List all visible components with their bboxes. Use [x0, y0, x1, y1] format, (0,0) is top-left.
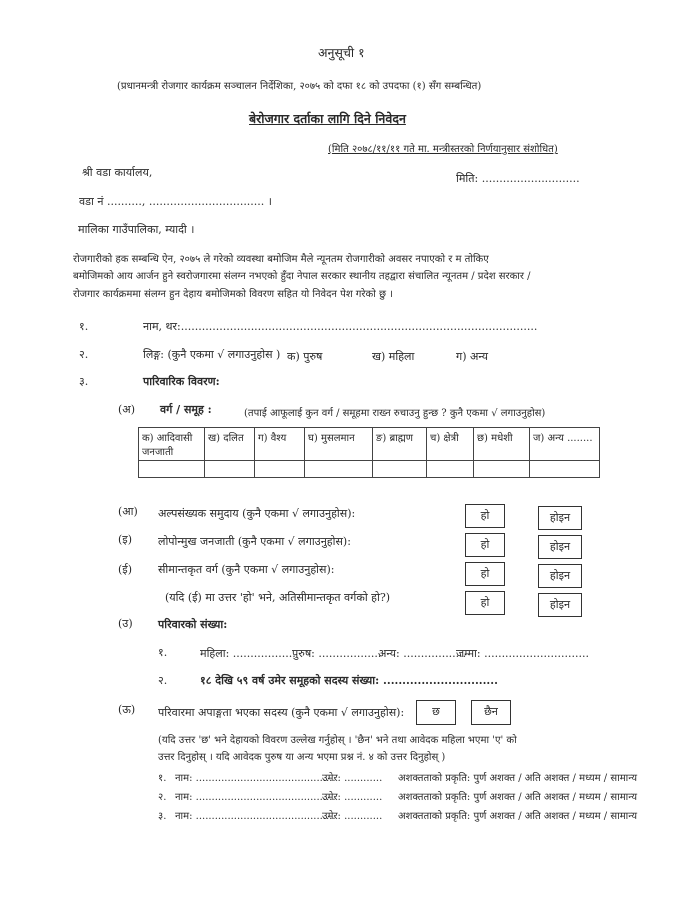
amendment-note: (मिति २०७८/११/११ गते मा. मन्त्रीस्तरको निर्णयानुसार संशोधित): [328, 144, 558, 155]
intro-line-2: बमोजिमको आय आर्जन हुने स्वरोजगारमा संलग्न नभएको हुँदा नेपाल सरकार स्थानीय तहद्वारा संचालित न्यूनतम / प्रदेश सरकार /: [73, 271, 531, 282]
category-cell[interactable]: ङ) ब्राह्मण: [373, 428, 427, 461]
disability-yes-box[interactable]: छ: [416, 700, 456, 725]
intro-line-1: रोजगारीको हक सम्बन्धि ऐन, २०७५ ले गरेको व्यवस्था बमोजिम मैले न्यूनतम रोजगारीको अवसर नपाएको र म तोकिए: [73, 254, 489, 265]
category-check-cell[interactable]: [530, 461, 600, 478]
category-check-cell[interactable]: [255, 461, 305, 478]
disability-note-line-2: उत्तर दिनुहोस् । यदि आवेदक पुरुष या अन्य भएमा प्रश्न नं. ४ को उत्तर दिनुहोस् ): [158, 752, 446, 763]
family-size-row2-number: २.: [158, 674, 168, 687]
endangered-label: लोपोन्मुख जनजाती (कुनै एकमा √ लगाउनुहोस):: [158, 535, 351, 548]
category-check-cell[interactable]: [139, 461, 205, 478]
category-table: [138, 427, 600, 478]
date-field[interactable]: मिति: ............................: [456, 172, 580, 185]
member-age-field[interactable]: उमेर: ............: [322, 773, 383, 784]
category-cell[interactable]: ख) दलित: [205, 428, 255, 461]
municipality-line: मालिका गाउँपालिका, म्यादी ।: [78, 223, 195, 236]
extremely-marginalized-label: (यदि (ई) मा उत्तर 'हो' भने, अतिसीमान्तकृत वर्गको हो?): [165, 591, 391, 604]
member-name-field[interactable]: नाम: ............................................: [175, 792, 336, 803]
extremely-marginalized-no-box[interactable]: होइन: [538, 593, 582, 617]
category-check-cell[interactable]: [427, 461, 474, 478]
other-count-field[interactable]: अन्य: ..................: [378, 647, 467, 660]
gender-option-other[interactable]: ग) अन्य: [456, 350, 489, 363]
q3uu-marker: (ऊ): [118, 703, 136, 716]
category-cell[interactable]: क) आदिवासी जनजाती: [139, 428, 205, 461]
intro-line-3: रोजगार कार्यक्रममा संलग्न हुन देहाय बमोजिमको विवरण सहित यो निवेदन पेश गरेको छु ।: [73, 289, 393, 300]
office-address: श्री वडा कार्यालय,: [82, 166, 153, 179]
name-field[interactable]: नाम, थर:......................................................................................................: [143, 320, 538, 333]
minority-yes-box[interactable]: हो: [465, 504, 505, 528]
q3a-marker: (अ): [118, 403, 135, 416]
member-disability-nature[interactable]: अशक्तताको प्रकृति: पुर्ण अशक्त / अति अशक्त / मध्यम / सामान्य: [398, 792, 638, 803]
q3i-marker: (इ): [118, 533, 132, 546]
q3aa-marker: (आ): [118, 505, 138, 518]
minority-no-box[interactable]: होइन: [538, 506, 582, 530]
disability-label: परिवारमा अपाङ्गता भएका सदस्य (कुनै एकमा √ लगाउनुहोस):: [158, 706, 405, 719]
member-disability-nature[interactable]: अशक्तताको प्रकृति: पुर्ण अशक्त / अति अशक्त / मध्यम / सामान्य: [398, 811, 638, 822]
gender-option-male[interactable]: क) पुरुष: [287, 350, 323, 363]
category-cell[interactable]: छ) मधेशी: [474, 428, 530, 461]
member-disability-nature[interactable]: अशक्तताको प्रकृति: पुर्ण अशक्त / अति अशक्त / मध्यम / सामान्य: [398, 773, 638, 784]
annex-title: अनुसूची १: [318, 45, 365, 60]
annex-subtitle: (प्रधानमन्त्री रोजगार कार्यक्रम सञ्चालन निर्देशिका, २०७५ को दफा १८ को उपदफा (१) सँग सम्बन्धित): [117, 81, 482, 92]
male-count-field[interactable]: पुरुष: ..................: [292, 647, 382, 660]
member-age-field[interactable]: उमेर: ............: [322, 811, 383, 822]
marginalized-yes-box[interactable]: हो: [465, 562, 505, 586]
form-title: बेरोजगार दर्ताका लागि दिने निवेदन: [249, 111, 406, 126]
disability-no-box[interactable]: छैन: [471, 700, 511, 725]
member-number: ३.: [158, 811, 167, 822]
family-size-label: परिवारको संख्या:: [158, 618, 228, 631]
category-check-cell[interactable]: [474, 461, 530, 478]
category-check-cell[interactable]: [373, 461, 427, 478]
category-cell[interactable]: च) क्षेत्री: [427, 428, 474, 461]
q3u-marker: (उ): [118, 617, 133, 630]
category-instruction: (तपाई आफूलाई कुन वर्ग / समूहमा राख्न रुचाउनु हुन्छ ? कुनै एकमा √ लगाउनुहोस): [244, 408, 546, 419]
ward-field[interactable]: वडा नं .........., ................................. ।: [79, 195, 272, 208]
category-cell[interactable]: ग) वैश्य: [255, 428, 305, 461]
gender-option-female[interactable]: ख) महिला: [372, 350, 415, 363]
category-cell[interactable]: ज) अन्य ........: [530, 428, 600, 461]
q2-number: २.: [79, 348, 89, 361]
working-age-members-field[interactable]: १८ देखि ५९ वर्ष उमेर समूहको सदस्य संख्या: ..............................: [200, 674, 498, 687]
female-count-field[interactable]: महिला: ..................: [200, 647, 296, 660]
member-number: १.: [158, 773, 167, 784]
q1-number: १.: [79, 320, 89, 333]
family-details-heading: पारिवारिक विवरण:: [143, 375, 220, 388]
member-name-field[interactable]: नाम: ............................................: [175, 811, 336, 822]
gender-label: लिङ्ग: (कुनै एकमा √ लगाउनुहोस ): [143, 348, 281, 361]
disability-note-line-1: (यदि उत्तर 'छ' भने देहायको विवरण उल्लेख गर्नुहोस् । 'छैन' भने तथा आवेदक महिला भएमा 'ए' को: [158, 735, 517, 746]
category-check-cell[interactable]: [205, 461, 255, 478]
family-size-row1-number: १.: [158, 646, 168, 659]
total-count-field[interactable]: जम्मा: ..............................: [456, 647, 589, 660]
minority-label: अल्पसंख्यक समुदाय (कुनै एकमा √ लगाउनुहोस):: [158, 507, 356, 520]
endangered-no-box[interactable]: होइन: [538, 535, 582, 559]
category-check-cell[interactable]: [305, 461, 373, 478]
member-name-field[interactable]: नाम: ............................................: [175, 773, 336, 784]
marginalized-label: सीमान्तकृत वर्ग (कुनै एकमा √ लगाउनुहोस):: [158, 563, 335, 576]
q3ii-marker: (ई): [118, 563, 132, 576]
q3-number: ३.: [79, 375, 89, 388]
member-number: २.: [158, 792, 167, 803]
category-label: वर्ग / समूह :: [160, 403, 212, 416]
member-age-field[interactable]: उमेर: ............: [322, 792, 383, 803]
endangered-yes-box[interactable]: हो: [465, 533, 505, 557]
extremely-marginalized-yes-box[interactable]: हो: [465, 591, 505, 615]
marginalized-no-box[interactable]: होइन: [538, 564, 582, 588]
category-cell[interactable]: घ) मुसलमान: [305, 428, 373, 461]
